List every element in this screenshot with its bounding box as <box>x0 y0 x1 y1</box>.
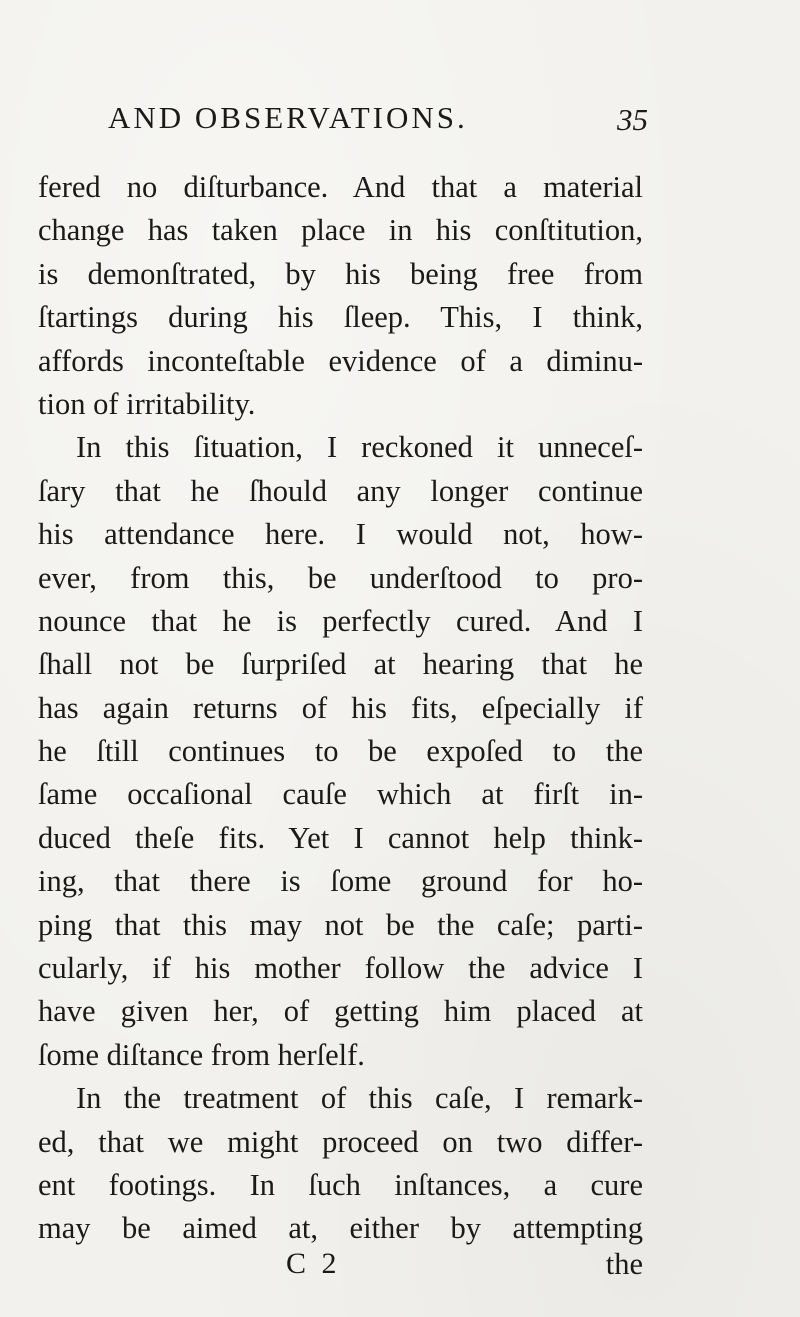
text-line: is demonſtrated, by his being free from <box>38 256 643 291</box>
text-line: tion of irritability. <box>38 386 256 421</box>
text-line: ping that this may not be the caſe; parti- <box>38 907 643 942</box>
text-line: ent footings. In ſuch inſtances, a cure <box>38 1167 643 1202</box>
catchword: the <box>605 1247 643 1281</box>
text-line: nounce that he is perfectly cured. And I <box>38 603 643 638</box>
text-line: ed, that we might proceed on two differ- <box>38 1124 643 1159</box>
text-line: he ſtill continues to be expoſed to the <box>38 734 643 769</box>
text-line: In the treatment of this caſe, I remark- <box>76 1081 643 1116</box>
text-line: may be aimed at, either by attempting <box>38 1211 643 1246</box>
text-line: fered no diſturbance. And that a material <box>38 170 643 204</box>
text-line: ſhall not be ſurpriſed at hearing that he <box>38 647 643 682</box>
text-line: ſtartings during his ſleep. This, I think, <box>38 300 643 335</box>
text-line: affords inconteſtable evidence of a diminu- <box>38 343 643 378</box>
running-head <box>108 96 648 140</box>
text-line: cularly, if his mother follow the advice I <box>38 951 643 986</box>
text-line: ſame occaſional cauſe which at firſt in- <box>38 777 643 812</box>
text-line: In this ſituation, I reckoned it unneceſ- <box>76 430 643 465</box>
text-line: ſary that he ſhould any longer continue <box>38 473 643 508</box>
text-line: change has taken place in his conſtitution, <box>38 213 643 248</box>
text-line: has again returns of his fits, eſpecially if <box>38 690 643 725</box>
text-line: have given her, of getting him placed at <box>38 994 643 1029</box>
text-line: ever, from this, be underſtood to pro- <box>38 560 643 595</box>
body-text <box>38 166 643 1251</box>
page-footer <box>38 1242 643 1286</box>
text-line: ing, that there is ſome ground for ho- <box>38 864 643 899</box>
text-line: his attendance here. I would not, how- <box>38 517 643 552</box>
page-number: 35 <box>617 102 648 137</box>
text-line: ſome diſtance from herſelf. <box>38 1037 365 1072</box>
text-line: duced theſe fits. Yet I cannot help think- <box>38 820 643 855</box>
running-title: AND OBSERVATIONS. <box>108 100 468 135</box>
signature-mark: C 2 <box>286 1247 341 1280</box>
